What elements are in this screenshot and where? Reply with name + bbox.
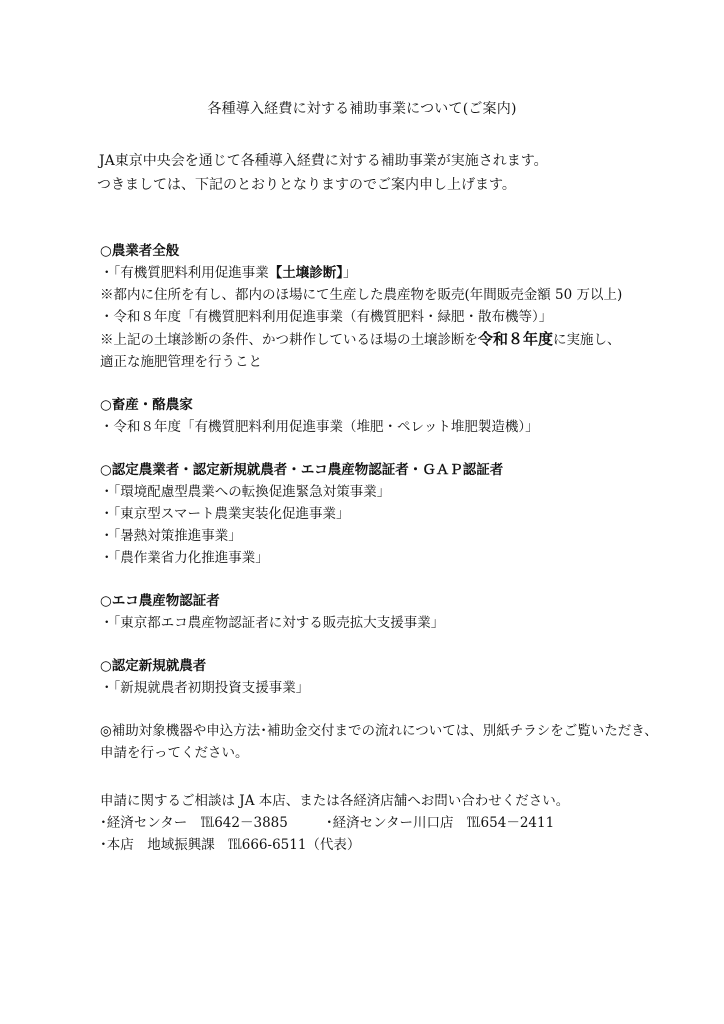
intro-line-2: つきましては、下記のとおりとなりますのでご案内申し上げます。	[97, 177, 516, 193]
section-heading: ○畜産・酪農家	[100, 397, 193, 413]
document-title: 各種導入経費に対する補助事業について(ご案内)	[207, 101, 517, 117]
item-text: ・「有機質肥料利用促進事業	[100, 265, 269, 281]
notice-line-1: ◎補助対象機器や申込方法･補助金交付までの流れについては、別紙チラシをご覧いただき、	[100, 723, 658, 739]
office-kawaguchi: ･経済センター川口店 ℡654－2411	[325, 815, 555, 831]
note-text: 適正な施肥管理を行うこと	[100, 354, 262, 370]
intro-paragraph	[97, 149, 548, 197]
list-item	[100, 262, 700, 284]
list-item: ・「東京都エコ農産物認証者に対する販売拡大支援事業」	[100, 615, 445, 631]
note-text	[100, 328, 700, 351]
list-item: ・「新規就農者初期投資支援事業」	[100, 680, 310, 696]
intro-line-1: JA東京中央会を通じて各種導入経費に対する補助事業が実施されます。	[99, 153, 548, 169]
contact-info	[100, 790, 700, 856]
contact-lead: 申請に関するご相談は JA 本店、または各経済店舗へお問い合わせください。	[100, 793, 570, 809]
list-item: ・令和８年度「有機質肥料利用促進事業（堆肥・ペレット堆肥製造機）」	[100, 419, 539, 435]
list-item: ・「東京型スマート農業実装化促進事業」	[100, 506, 350, 522]
section-heading: ○認定農業者・認定新規就農者・エコ農産物認証者・ＧＡＰ認証者	[100, 462, 504, 478]
note-emphasis: 令和８年度	[478, 330, 554, 348]
list-item: ・「暑熱対策推進事業」	[100, 528, 242, 544]
office-headquarters: ･本店 地域振興課 ℡666-6511（代表）	[100, 837, 361, 853]
note-text: ※都内に住所を有し、都内のほ場にて生産した農産物を販売(年間販売金額 50 万以上)	[100, 287, 623, 303]
section-farmers-general	[100, 240, 700, 373]
document-body	[100, 240, 700, 856]
section-eco-certified	[100, 590, 700, 634]
item-text-bold: 【土壌診断】	[268, 265, 343, 281]
section-livestock	[100, 394, 700, 438]
note-text-part: ※上記の土壌診断の条件、かつ耕作しているほ場の土壌診断を	[100, 332, 478, 348]
section-certified-farmers	[100, 459, 700, 569]
note-text-part: に実施し、	[553, 332, 621, 348]
section-heading: ○農業者全般	[100, 243, 180, 259]
list-item: ・令和８年度「有機質肥料利用促進事業（有機質肥料・緑肥・散布機等）」	[100, 309, 553, 325]
section-heading: ○認定新規就農者	[100, 658, 207, 674]
section-new-farmers	[100, 655, 700, 699]
application-notice	[100, 720, 700, 764]
list-item: ・「農作業省力化推進事業」	[100, 550, 269, 566]
item-text-close: 」	[343, 265, 357, 281]
list-item: ・「環境配慮型農業への転換促進緊急対策事業」	[100, 484, 391, 500]
contact-offices-row	[100, 812, 700, 834]
section-heading: ○エコ農産物認証者	[100, 593, 220, 609]
notice-line-2: 申請を行ってください。	[100, 745, 249, 761]
office-economic-center: ･経済センター ℡642－3885	[100, 815, 288, 831]
